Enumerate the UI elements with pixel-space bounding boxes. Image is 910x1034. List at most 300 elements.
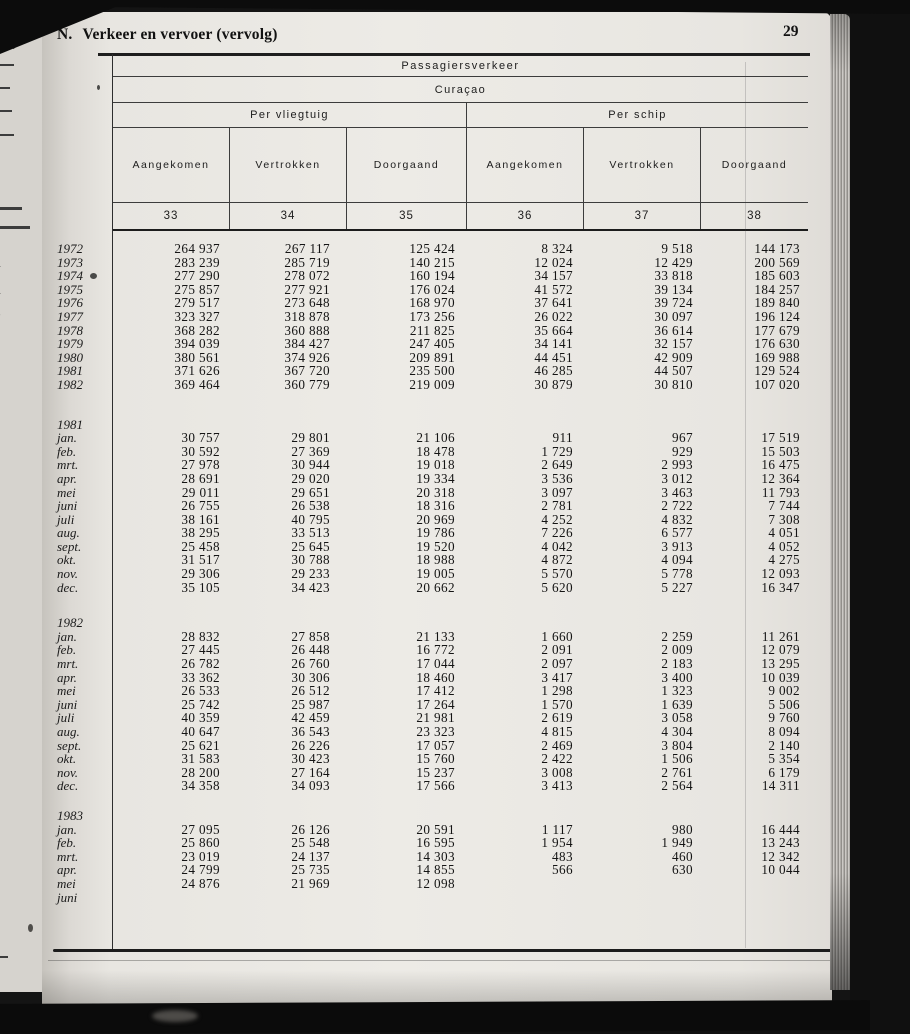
cell-col37: 3 463 (661, 484, 693, 500)
row-label: mei (57, 875, 76, 891)
cell-col34: 30 788 (291, 552, 330, 568)
row-label: sept. (57, 538, 82, 554)
cell-col33: 30 757 (181, 430, 220, 446)
cell-col34: 42 459 (291, 710, 330, 726)
cell-col33: 25 621 (181, 737, 220, 753)
section-name: Verkeer en vervoer (vervolg) (82, 26, 278, 43)
row-label: 1982 (57, 376, 83, 392)
row-label: mrt. (57, 457, 79, 473)
cell-col34: 26 760 (291, 656, 330, 672)
page-edge-mark (0, 207, 22, 210)
page (42, 12, 832, 1004)
cell-col38: 200 569 (754, 254, 800, 270)
cell-col35: 17 044 (416, 656, 455, 672)
cell-col35: 21 981 (416, 710, 455, 726)
cell-col34: 25 548 (291, 835, 330, 851)
cell-col37: 4 094 (661, 552, 693, 568)
cell-col33: 29 306 (181, 566, 220, 582)
cell-col36: 3 097 (541, 484, 573, 500)
cell-col36: 26 022 (534, 308, 573, 324)
table-row (55, 256, 808, 270)
cell-col38: 144 173 (754, 241, 800, 256)
cell-col37: 9 518 (661, 241, 693, 256)
page-edge-mark (0, 956, 8, 958)
cell-col33: 24 799 (181, 862, 220, 878)
row-label: juni (57, 696, 78, 712)
ink-speck (90, 273, 97, 279)
cell-col33: 34 358 (181, 778, 220, 794)
cell-col33: 283 239 (174, 254, 220, 270)
cell-col35: 15 760 (416, 751, 455, 767)
cell-col33: 31 583 (181, 751, 220, 767)
table-body (55, 236, 808, 904)
cell-col38: 7 744 (768, 498, 800, 514)
cell-col37: 4 304 (661, 724, 693, 739)
row-label: dec. (57, 778, 79, 794)
cell-col34: 34 423 (291, 579, 330, 595)
table-title: Passagiersverkeer (113, 56, 808, 77)
cell-col33: 26 782 (181, 656, 220, 672)
cell-col33: 371 626 (174, 363, 220, 379)
cell-col35: 160 194 (409, 268, 455, 284)
edge-digit (0, 325, 10, 339)
cell-col35: 173 256 (409, 308, 455, 324)
cell-col36: 2 091 (541, 642, 573, 658)
cell-col36: 1 570 (541, 696, 573, 712)
shadow-blob (152, 1010, 198, 1022)
row-label: nov. (57, 566, 79, 582)
table-row (55, 779, 808, 793)
previous-page-digit-fragments (0, 244, 10, 393)
cell-col35: 15 237 (416, 764, 455, 780)
cell-col34: 277 921 (284, 281, 330, 297)
cell-col37: 4 832 (661, 511, 693, 527)
row-label: 1975 (57, 281, 83, 297)
cell-col34: 29 801 (291, 430, 330, 446)
cell-col38: 12 079 (761, 642, 800, 658)
cell-col38 (700, 877, 808, 891)
column-labels (113, 128, 808, 203)
cell-col37: 3 058 (661, 710, 693, 726)
cell-col35: 20 969 (416, 511, 455, 527)
cell-col34: 267 117 (284, 241, 330, 256)
cell-col35 (346, 891, 466, 905)
column-code-34: 34 (229, 203, 346, 229)
table-row (55, 643, 808, 657)
table-row (55, 337, 808, 351)
cell-col38: 184 257 (754, 281, 800, 297)
edge-digit (0, 244, 10, 258)
cell-col33: 29 011 (181, 484, 220, 500)
photo-background-corner (0, 6, 118, 54)
table-row (55, 739, 808, 753)
column-code-33: 33 (163, 210, 179, 222)
cell-col37: 33 818 (654, 268, 693, 284)
cell-col35: 17 264 (416, 696, 455, 712)
table-row (55, 513, 808, 527)
table-row (55, 891, 808, 905)
block-header-row (55, 418, 808, 432)
cell-col38: 129 524 (754, 363, 800, 379)
cell-col38: 5 354 (768, 751, 800, 767)
cell-col34: 30 423 (291, 751, 330, 767)
row-label: okt. (57, 552, 77, 568)
cell-col37: 39 724 (654, 295, 693, 311)
cell-col35: 14 303 (416, 848, 455, 864)
column-codes (113, 203, 808, 231)
cell-col37: 3 804 (661, 737, 693, 753)
row-label: mei (57, 683, 76, 699)
cell-col38: 12 342 (761, 848, 800, 864)
cell-col33: 323 327 (174, 308, 220, 324)
table-row (55, 364, 808, 378)
row-label: okt. (57, 751, 77, 767)
cell-col36: 4 815 (541, 724, 573, 739)
cell-col33: 28 691 (181, 470, 220, 486)
cell-col35: 20 318 (416, 484, 455, 500)
cell-col34: 26 448 (291, 642, 330, 658)
cell-col35: 235 500 (409, 363, 455, 379)
cell-col38: 9 002 (768, 683, 800, 699)
table-region: Curaçao (113, 77, 808, 103)
cell-col33: 40 359 (181, 710, 220, 726)
cell-col36: 1 298 (541, 683, 573, 699)
cell-col37: 42 909 (654, 349, 693, 365)
block-gap (55, 594, 808, 616)
cell-col37: 980 (672, 821, 693, 837)
column-code-36: 36 (466, 203, 583, 229)
column-label-38: Doorgaand (700, 128, 808, 202)
row-label: 1974 (57, 268, 83, 284)
cell-col34: 25 987 (291, 696, 330, 712)
cell-col34: 374 926 (284, 349, 330, 365)
row-label: jan. (57, 821, 77, 837)
row-label: 1980 (57, 349, 83, 365)
column-label-35: Doorgaand (346, 128, 466, 202)
row-label: feb. (57, 443, 77, 459)
table-row (55, 863, 808, 877)
row-label: mrt. (57, 848, 79, 864)
cell-col35: 20 591 (416, 821, 455, 837)
cell-col35: 21 133 (416, 628, 455, 644)
table-row (55, 351, 808, 365)
table-row (55, 310, 808, 324)
cell-col33: 380 561 (174, 349, 220, 365)
cell-col38: 11 793 (761, 484, 800, 500)
cell-col36: 8 324 (541, 241, 573, 256)
cell-col35: 19 005 (416, 566, 455, 582)
cell-col36: 911 (552, 430, 573, 446)
cell-col38: 12 093 (761, 566, 800, 582)
cell-col35: 176 024 (409, 281, 455, 297)
cell-col35: 219 009 (409, 376, 455, 392)
row-label: 1977 (57, 308, 83, 324)
cell-col38: 17 519 (761, 430, 800, 446)
row-label: mrt. (57, 656, 79, 672)
cell-col37 (583, 891, 700, 905)
column-code-37: 37 (583, 203, 700, 229)
previous-page-text-fragment: lg) (1, 34, 18, 50)
cell-col36: 4 252 (541, 511, 573, 527)
row-label: apr. (57, 669, 77, 685)
table-header (113, 56, 808, 231)
row-label: 1973 (57, 254, 83, 270)
cell-col37: 3 012 (661, 470, 693, 486)
cell-col37: 1 506 (661, 751, 693, 767)
cell-col35: 125 424 (409, 241, 455, 256)
previous-page-edge (0, 26, 42, 992)
cell-col33: 27 978 (181, 457, 220, 473)
block-year-label: 1983 (57, 807, 83, 823)
cell-col38: 11 261 (761, 628, 800, 644)
cell-col37: 39 134 (654, 281, 693, 297)
cell-col37: 2 009 (661, 642, 693, 658)
page-number: 29 (783, 23, 799, 40)
cell-col37: 2 259 (661, 628, 693, 644)
cell-col34: 21 969 (291, 875, 330, 891)
cell-col35: 19 018 (416, 457, 455, 473)
cell-col38: 14 311 (761, 778, 800, 794)
cell-col33: 25 860 (181, 835, 220, 851)
cell-col37: 44 507 (654, 363, 693, 379)
cell-col35: 19 786 (416, 525, 455, 541)
column-label-34: Vertrokken (229, 128, 346, 202)
cell-col36: 566 (552, 862, 573, 878)
cell-col34: 27 858 (291, 628, 330, 644)
page-edge-mark (0, 110, 12, 112)
block-year-label: 1982 (57, 615, 83, 631)
table-row (55, 486, 808, 500)
cell-col34: 25 645 (291, 538, 330, 554)
page-edge-mark (0, 64, 14, 66)
cell-col38: 9 760 (768, 710, 800, 726)
cell-col35: 19 334 (416, 470, 455, 486)
ink-speck (97, 85, 100, 90)
cell-col36: 3 417 (541, 669, 573, 685)
cell-col34: 26 226 (291, 737, 330, 753)
cell-col35: 18 316 (416, 498, 455, 514)
edge-digit (0, 312, 10, 326)
group-per-vliegtuig: Per vliegtuig (250, 109, 329, 121)
row-label: apr. (57, 470, 77, 486)
edge-digit (0, 352, 10, 366)
block-gap (55, 793, 808, 809)
cell-col33: 275 857 (174, 281, 220, 297)
cell-col36: 44 451 (534, 349, 573, 365)
cell-col37 (583, 877, 700, 891)
cell-col37: 460 (672, 848, 693, 864)
cell-col38: 12 364 (761, 470, 800, 486)
cell-col33: 277 290 (174, 268, 220, 284)
cell-col38: 16 475 (761, 457, 800, 473)
edge-digit (0, 285, 10, 299)
block-year-label: 1981 (57, 416, 83, 432)
row-label: nov. (57, 764, 79, 780)
cell-col33: 28 832 (181, 628, 220, 644)
cell-col38: 4 275 (768, 552, 800, 568)
table-row (55, 657, 808, 671)
row-label: dec. (57, 579, 79, 595)
cell-col33: 33 362 (181, 669, 220, 685)
cell-col36: 37 641 (534, 295, 573, 311)
book-page-edges (830, 14, 850, 990)
table-row (55, 431, 808, 445)
year-block (55, 616, 808, 793)
cell-col38: 10 039 (761, 669, 800, 685)
cell-col33: 38 295 (181, 525, 220, 541)
cell-col38: 2 140 (768, 737, 800, 753)
row-label: aug. (57, 724, 80, 739)
cell-col34: 26 126 (291, 821, 330, 837)
cell-col33: 30 592 (181, 443, 220, 459)
row-label: apr. (57, 862, 77, 878)
table-row (55, 711, 808, 725)
row-label: 1978 (57, 322, 83, 338)
row-label: feb. (57, 642, 77, 658)
row-label: juli (57, 511, 75, 527)
column-label-33: Aangekomen (132, 159, 210, 171)
cell-col36: 3 413 (541, 778, 573, 794)
cell-col36: 1 729 (541, 443, 573, 459)
cell-col36: 1 660 (541, 628, 573, 644)
cell-col33: 264 937 (174, 241, 220, 256)
cell-col36: 7 226 (541, 525, 573, 541)
cell-col37: 6 577 (661, 525, 693, 541)
table-row (55, 242, 808, 256)
cell-col33: 279 517 (174, 295, 220, 311)
cell-col34: 34 093 (291, 778, 330, 794)
cell-col33: 38 161 (181, 511, 220, 527)
cell-col34: 26 512 (291, 683, 330, 699)
cell-col34: 29 651 (291, 484, 330, 500)
cell-col37: 967 (672, 430, 693, 446)
table-row (55, 378, 808, 392)
cell-col38: 4 052 (768, 538, 800, 554)
edge-digit (0, 366, 10, 380)
cell-col38 (700, 891, 808, 905)
cell-col38: 8 094 (768, 724, 800, 739)
cell-col34: 367 720 (284, 363, 330, 379)
cell-col33 (113, 891, 229, 905)
row-label: 1979 (57, 336, 83, 352)
cell-col37: 929 (672, 443, 693, 459)
year-block (55, 242, 808, 392)
cell-col37: 3 913 (661, 538, 693, 554)
block-header-row (55, 809, 808, 823)
cell-col35: 209 891 (409, 349, 455, 365)
cell-col38: 13 295 (761, 656, 800, 672)
cell-col35: 14 855 (416, 862, 455, 878)
cell-col33: 24 876 (181, 875, 220, 891)
cell-col34: 30 306 (291, 669, 330, 685)
cell-col34: 36 543 (291, 724, 330, 739)
column-code-35: 35 (346, 203, 466, 229)
cell-col36: 34 141 (534, 336, 573, 352)
cell-col35: 16 595 (416, 835, 455, 851)
table-row (55, 567, 808, 581)
cell-col37: 2 722 (661, 498, 693, 514)
cell-col37: 30 097 (654, 308, 693, 324)
cell-col36: 483 (552, 848, 573, 864)
photo-background-bottom (0, 1000, 870, 1034)
cell-col38: 177 679 (754, 322, 800, 338)
group-per-schip: Per schip (466, 103, 808, 127)
table-row (55, 877, 808, 891)
table-row (55, 698, 808, 712)
cell-col38: 196 124 (754, 308, 800, 324)
cell-col37: 2 183 (661, 656, 693, 672)
ink-speck (28, 924, 33, 932)
table-row (55, 296, 808, 310)
table-row (55, 540, 808, 554)
cell-col35: 21 106 (416, 430, 455, 446)
cell-col33: 28 200 (181, 764, 220, 780)
cell-col37: 30 810 (654, 376, 693, 392)
cell-col38: 13 243 (761, 835, 800, 851)
table-row (55, 766, 808, 780)
cell-col37: 32 157 (654, 336, 693, 352)
cell-col38: 15 503 (761, 443, 800, 459)
cell-col36: 4 872 (541, 552, 573, 568)
cell-col38: 16 444 (761, 821, 800, 837)
table-row (55, 269, 808, 283)
section-letter: N. (57, 26, 73, 43)
cell-col38: 7 308 (768, 511, 800, 527)
row-label: juni (57, 889, 78, 905)
cell-col37: 5 778 (661, 566, 693, 582)
cell-col35: 12 098 (416, 875, 455, 891)
table-row (55, 283, 808, 297)
row-label: jan. (57, 628, 77, 644)
cell-col35: 211 825 (409, 322, 455, 338)
cell-col36: 2 649 (541, 457, 573, 473)
block-gap (55, 392, 808, 418)
cell-col36: 2 781 (541, 498, 573, 514)
cell-col38: 10 044 (761, 862, 800, 878)
cell-col33: 23 019 (181, 848, 220, 864)
cell-col33: 369 464 (174, 376, 220, 392)
row-label: sept. (57, 737, 82, 753)
table-row (55, 823, 808, 837)
cell-col34 (229, 891, 346, 905)
cell-col33: 27 095 (181, 821, 220, 837)
cell-col34: 33 513 (291, 525, 330, 541)
cell-col37: 1 323 (661, 683, 693, 699)
table-row (55, 324, 808, 338)
table-row (55, 445, 808, 459)
column-groups (113, 103, 808, 128)
cell-col34: 40 795 (291, 511, 330, 527)
cell-col34: 24 137 (291, 848, 330, 864)
cell-col35: 17 057 (416, 737, 455, 753)
row-label: 1972 (57, 241, 83, 256)
cell-col36 (466, 891, 583, 905)
cell-col35: 19 520 (416, 538, 455, 554)
cell-col36: 1 117 (541, 821, 573, 837)
row-label: juli (57, 710, 75, 726)
edge-digit (0, 339, 10, 353)
cell-col36: 3 008 (541, 764, 573, 780)
cell-col33: 26 533 (181, 683, 220, 699)
column-code-38: 38 (700, 203, 808, 229)
cell-col34: 384 427 (284, 336, 330, 352)
table-row (55, 526, 808, 540)
table-row (55, 458, 808, 472)
page-edge-mark (0, 87, 10, 89)
cell-col34: 318 878 (284, 308, 330, 324)
cell-col36: 2 469 (541, 737, 573, 753)
edge-digit (0, 379, 10, 393)
